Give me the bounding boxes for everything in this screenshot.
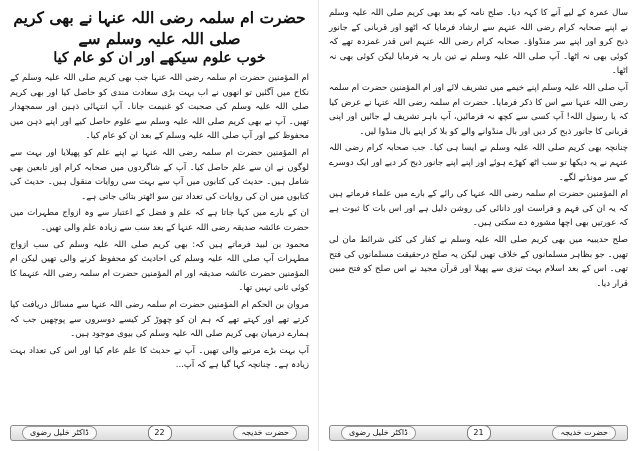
paragraph: محمود بن لبید فرماتے ہیں کہ: بھی کریم صلی اللہ علیہ وسلم کی سب ازواج مطہرات آپ صلی اللہ علیہ وسلم کی احادیث کو محفوظ کرنے والی تھیں لیکن ام المؤمنین حضرت عائشہ صدیقہ اور ام المؤمنین حضرت ام سلمہ رضی اللہ عنہما کا کوئی ثانی نہیں تھا۔ [10, 239, 309, 294]
paragraph: ام المؤمنین حضرت ام سلمہ رضی اللہ عنہا جب بھی کریم صلی اللہ علیہ وسلم کے نکاح میں آگئیں تو انھوں نے اب بہت بڑی سعادت مندی کو حاصل کیا اور بھی کریم صلی اللہ علیہ وسلم کی صحبت کو غنیمت جانا۔ آپ انتہائی ذہین اور سمجھدار تھیں۔ آپ نے بھی کریم صلی اللہ علیہ وسلم سے علوم حاصل کیے اور اپنے ذہن میں محفوظ کیے اور آپ صلی اللہ علیہ وسلم کے بعد ان کو عام کیا۔ [10, 73, 309, 142]
footer-author-label: ڈاکٹر خلیل رضوی [22, 426, 97, 440]
page-footer [10, 425, 309, 441]
footer-author-label: ڈاکٹر خلیل رضوی [341, 426, 416, 440]
page-title [10, 7, 309, 67]
paragraph: ام المؤمنین حضرت ام سلمہ رضی اللہ عنہا کی رائے کے بارے میں علماء فرماتے ہیں کہ یہ ان کی فہم و فراست اور دانائی کی روشن دلیل ہے اور اس بات کا ثبوت ہے کہ عورتیں بھی اچھا مشورہ دے سکتی ہیں۔ [329, 189, 628, 229]
paragraph: سال عمرہ کے لیے آنے کا کہہ دیا۔ صلح نامہ کے بعد بھی کریم صلی اللہ علیہ وسلم نے اپنے صحابہ کرام رضی اللہ عنہم سے ارشاد فرمایا کہ اٹھو اور قربانی کے جانور ذبح کرو اور اپنے سر منڈواؤ۔ صحابہ کرام رضی اللہ عنہم اس قدر غمزدہ تھے کہ کوئی بھی نہ اٹھا۔ آپ صلی اللہ علیہ وسلم نے تین بار یہ فرمایا لیکن کوئی بھی نہ اٹھا۔ [329, 8, 628, 77]
paragraph: آپ صلی اللہ علیہ وسلم اپنے خیمے میں تشریف لائے اور ام المؤمنین حضرت ام سلمہ رضی اللہ عنہا سے اس کا ذکر فرمایا۔ حضرت ام سلمہ رضی اللہ عنہا نے عرض کیا کہ یا رسول اللہ! آپ کسی سے کچھ نہ فرمائیں، آپ باہر تشریف لے جائیں اور اپنی قربانی کا جانور ذبح کر دیں اور بال منڈوانے والے کو بلا کر اپنے بال منڈوا لیں۔ [329, 82, 628, 137]
paragraph: ام المؤمنین حضرت ام سلمہ رضی اللہ عنہا نے اپنے علم کو پھیلایا اور بہت سے لوگوں نے ان سے علم حاصل کیا۔ آپ کے شاگردوں میں صحابہ کرام اور تابعین بھی شامل ہیں۔ حدیث کی کتابوں میں آپ سے بہت سی روایات منقول ہیں۔ حدیث کی کتابوں میں ان کی روایات کی تعداد تین سو اٹھتر بتائی جاتی ہے۔ [10, 147, 309, 202]
footer-book-label: حضرت خدیجہ [552, 426, 616, 440]
page-number: 22 [148, 425, 172, 441]
page-right [319, 0, 638, 451]
footer-book-label: حضرت خدیجہ [233, 426, 297, 440]
paragraph: مروان بن الحکم ام المؤمنین حضرت ام سلمہ رضی اللہ عنہا سے مسائل دریافت کیا کرتے تھے اور کہتے تھے کہ ہم ان کو چھوڑ کر کیسے دوسروں سے پوچھیں جب کہ ہمارے درمیان بھی کریم صلی اللہ علیہ وسلم کی بیوی موجود ہیں۔ [10, 299, 309, 340]
paragraph: آپ بہت بڑے مرتبے والی تھیں۔ آپ نے حدیث کا علم عام کیا اور اس کی تعداد بہت زیادہ ہے۔ چنانچہ کہا گیا ہے کہ آپ... [10, 345, 309, 371]
paragraph: صلح حدیبیہ میں بھی کریم صلی اللہ علیہ وسلم نے کفار کی کئی شرائط مان لی تھیں۔ جو بظاہر مسلمانوں کے خلاف تھیں لیکن یہ صلح درحقیقت مسلمانوں کی فتح تھی۔ اس کے بعد اسلام بہت تیزی سے پھیلا اور قرآن مجید نے اس صلح کو فتح مبین قرار دیا۔ [329, 234, 628, 289]
paragraph: ان کے بارے میں کہا جاتا ہے کہ علم و فضل کے اعتبار سے وہ ازواج مطہرات میں حضرت عائشہ صدیقہ رضی اللہ عنہا کے بعد سب سے زیادہ علم والی تھیں۔ [10, 208, 309, 233]
page-number: 21 [467, 425, 491, 441]
title-line-2: خوب علوم سیکھے اور ان کو عام کیا [53, 50, 266, 66]
page-footer [329, 425, 628, 441]
paragraph: چنانچہ بھی کریم صلی اللہ علیہ وسلم نے ایسا ہی کیا۔ جب صحابہ کرام رضی اللہ عنہم نے یہ دیکھا تو سب اٹھ کھڑے ہوئے اور اپنے اپنے جانور ذبح کر دیے اور ایک دوسرے کے سر مونڈنے لگے۔ [329, 143, 628, 183]
title-line-1: حضرت ام سلمہ رضی اللہ عنہا نے بھی کریم صلی اللہ علیہ وسلم سے [13, 8, 306, 48]
